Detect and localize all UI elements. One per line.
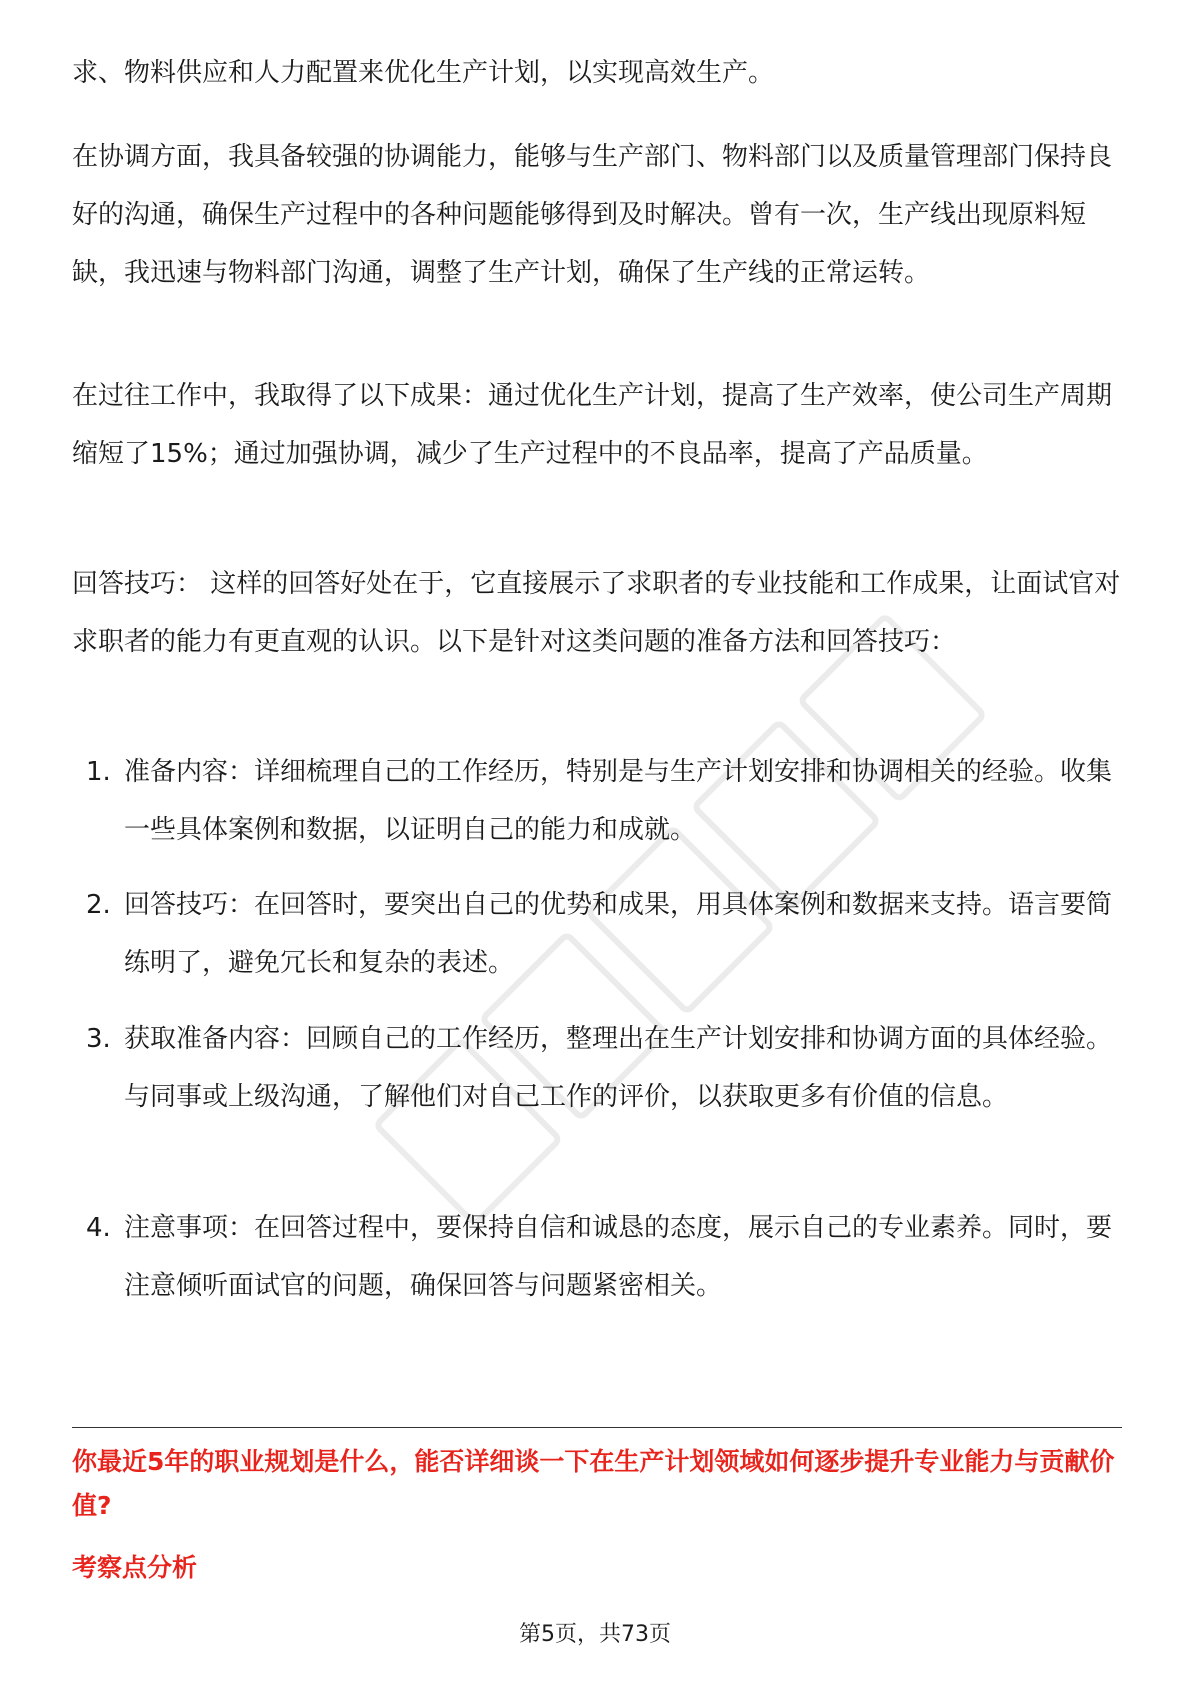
paragraph-2: 在协调方面，我具备较强的协调能力，能够与生产部门、物料部门以及质量管理部门保持良好的沟通，确保生产过程中的各种问题能够得到及时解决。曾有一次，生产线出现原料短缺，我迅速与物料部门沟通，调整了生产计划，确保了生产线的正常运转。	[72, 142, 1113, 288]
page-footer: 第5页，共73页	[519, 1622, 671, 1647]
section-divider	[72, 1427, 1122, 1428]
list-text: 回答技巧：在回答时，要突出自己的优势和成果，用具体案例和数据来支持。语言要简练明了，避免冗长和复杂的表述。	[124, 890, 1113, 978]
list-number: 4.	[86, 1213, 111, 1243]
list-number: 3.	[86, 1024, 111, 1054]
paragraph-4: 回答技巧： 这样的回答好处在于，它直接展示了求职者的专业技能和工作成果，让面试官对求职者的能力有更直观的认识。以下是针对这类问题的准备方法和回答技巧：	[72, 569, 1121, 657]
paragraph-1: 求、物料供应和人力配置来优化生产计划，以实现高效生产。	[72, 58, 775, 88]
section-heading: 考察点分析	[72, 1553, 198, 1582]
question-heading: 你最近5年的职业规划是什么，能否详细谈一下在生产计划领域如何逐步提升专业能力与贡献价值?	[72, 1447, 1115, 1520]
list-number: 1.	[86, 757, 111, 787]
list-number: 2.	[86, 890, 111, 920]
list-text: 获取准备内容：回顾自己的工作经历，整理出在生产计划安排和协调方面的具体经验。与同事或上级沟通，了解他们对自己工作的评价，以获取更多有价值的信息。	[124, 1024, 1113, 1112]
list-text: 注意事项：在回答过程中，要保持自信和诚恳的态度，展示自己的专业素养。同时，要注意倾听面试官的问题，确保回答与问题紧密相关。	[124, 1213, 1113, 1301]
paragraph-3: 在过往工作中，我取得了以下成果：通过优化生产计划，提高了生产效率，使公司生产周期缩短了15%；通过加强协调，减少了生产过程中的不良品率，提高了产品质量。	[72, 381, 1113, 469]
list-text: 准备内容：详细梳理自己的工作经历，特别是与生产计划安排和协调相关的经验。收集一些具体案例和数据，以证明自己的能力和成就。	[124, 757, 1113, 845]
